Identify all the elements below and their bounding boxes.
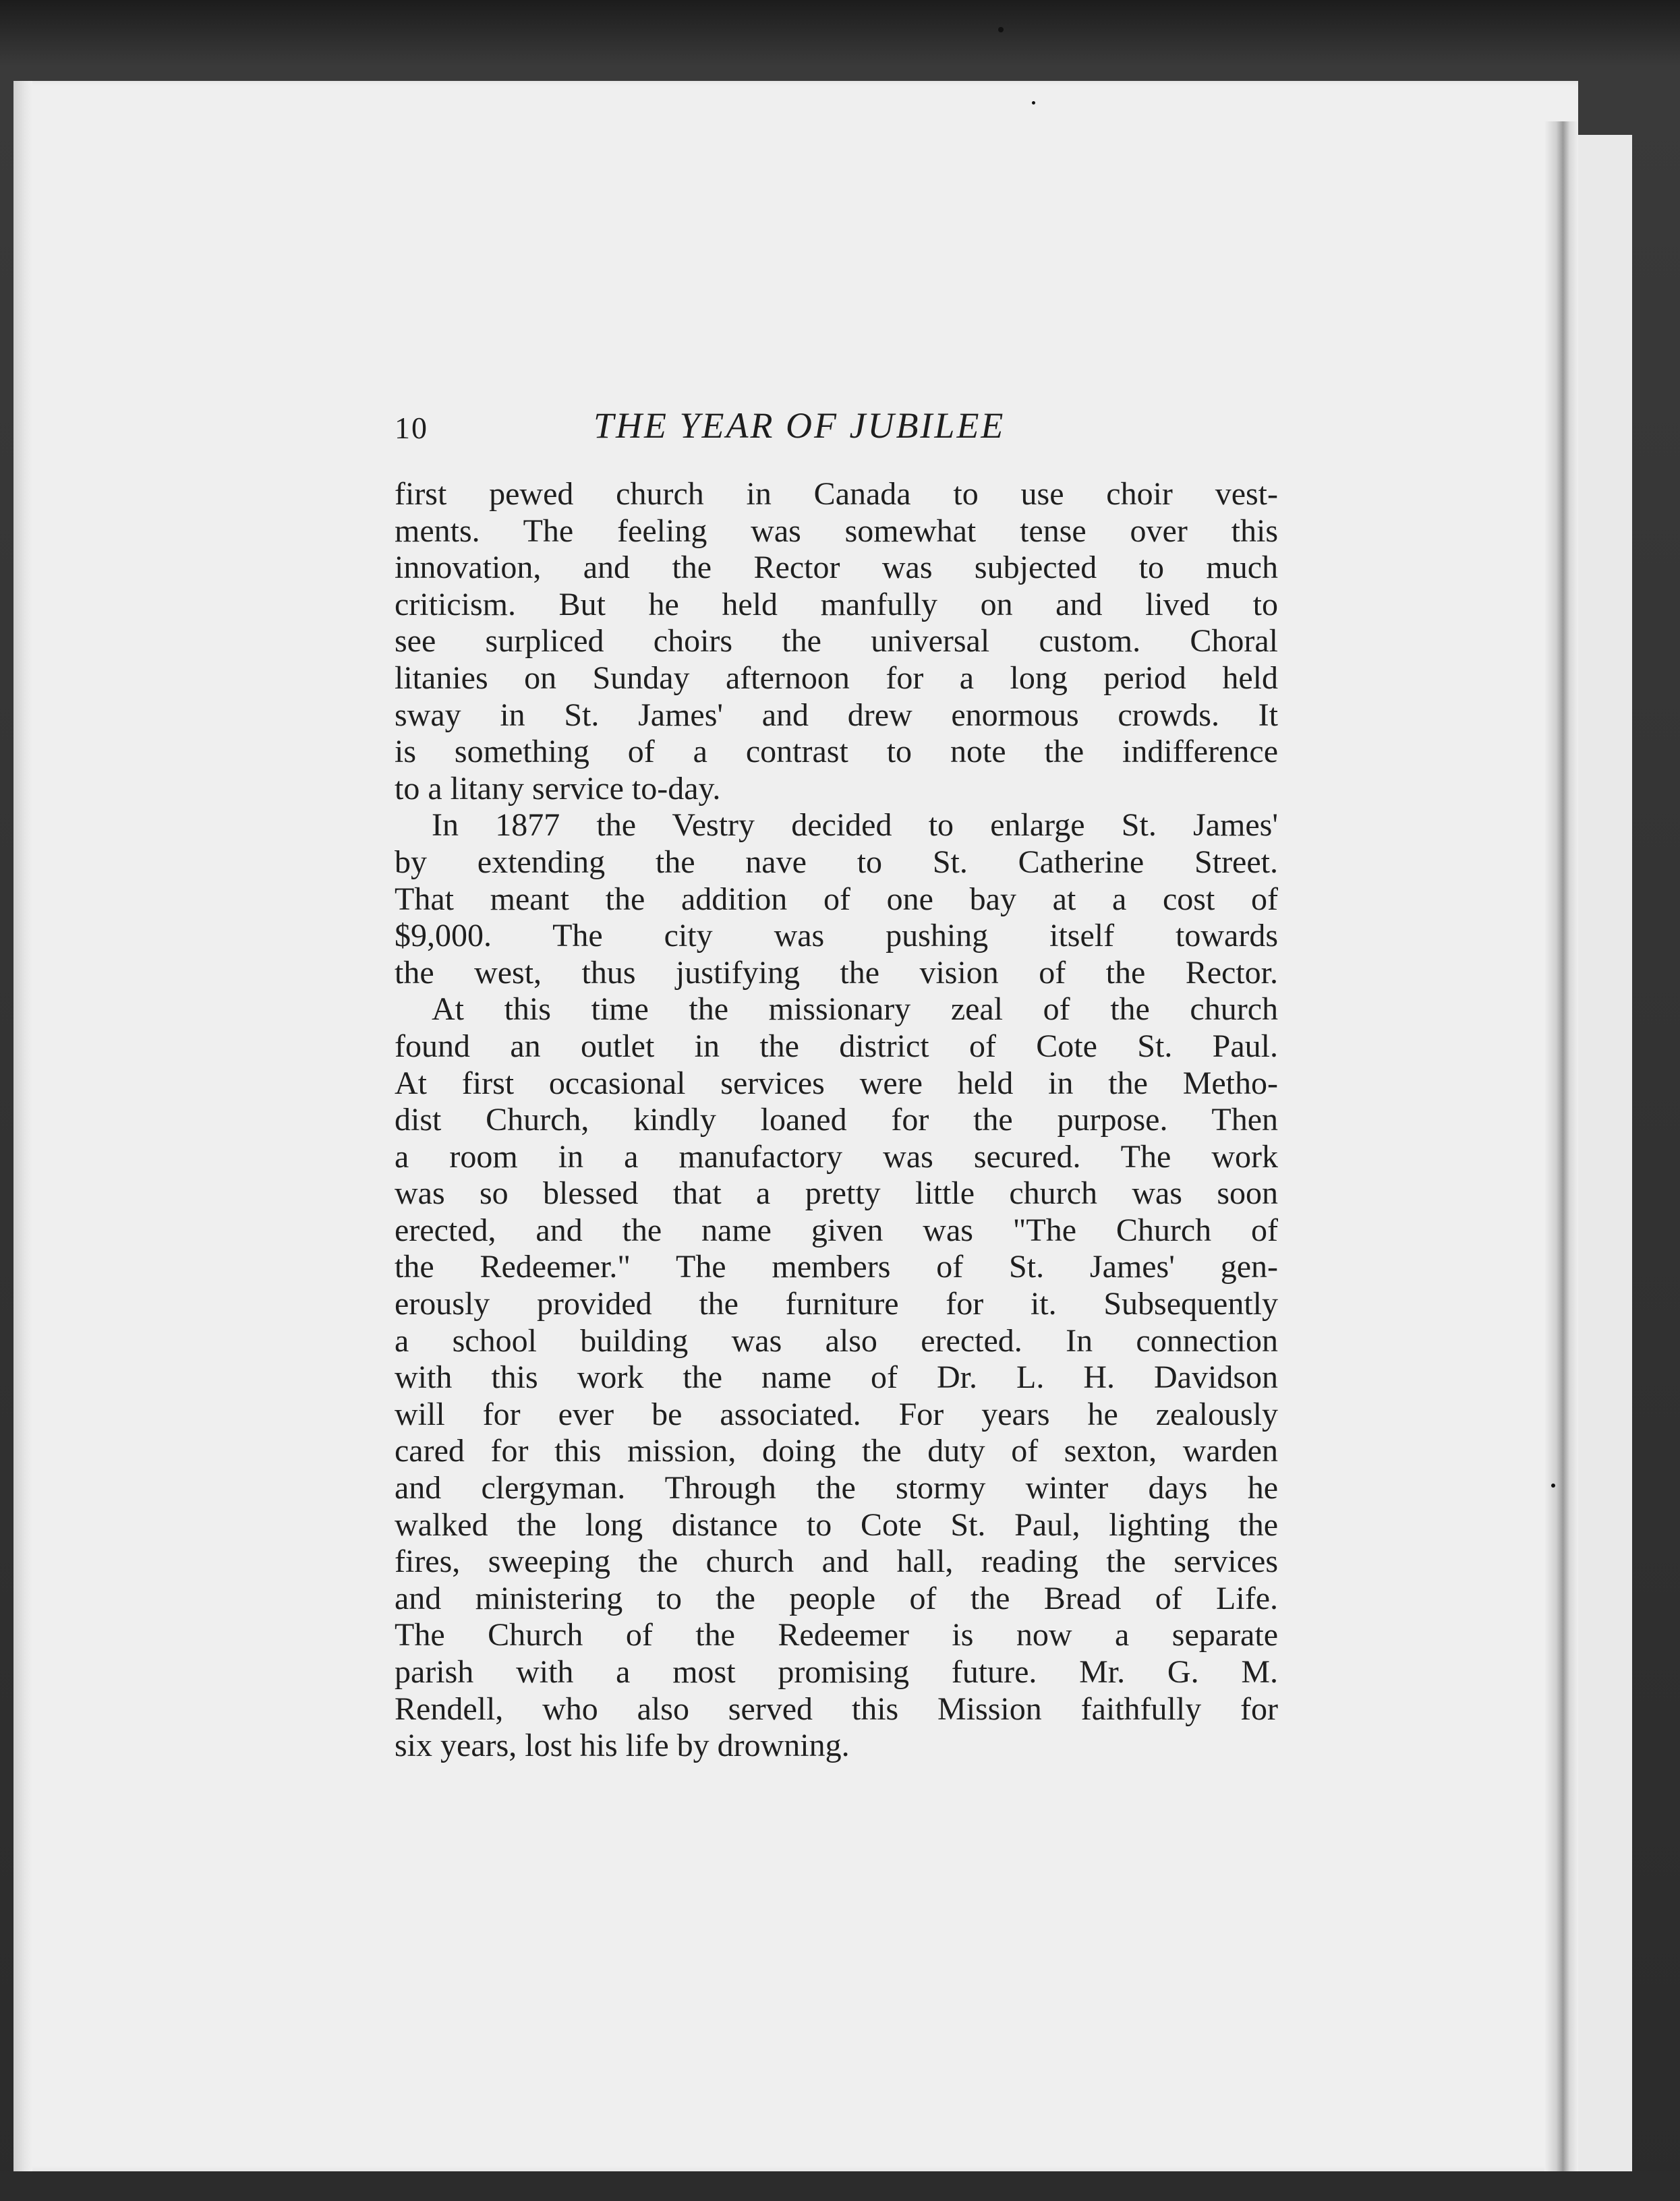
text-line: six years, lost his life by drowning. — [395, 1728, 850, 1764]
page-header — [395, 398, 1093, 452]
paragraph — [395, 476, 1278, 807]
body-text — [395, 476, 1278, 1765]
text-line: and clergyman. Through the stormy winter days he — [395, 1470, 1278, 1506]
dust-speck — [1551, 1484, 1555, 1488]
paragraph — [395, 807, 1278, 991]
text-line: $9,000. The city was pushing itself towards — [395, 918, 1278, 954]
scan-border-bottom — [0, 2171, 1680, 2201]
text-line: first pewed church in Canada to use choir vest- — [395, 476, 1278, 512]
text-line: At first occasional services were held in the Metho- — [395, 1065, 1278, 1101]
text-line: with this work the name of Dr. L. H. Davidson — [395, 1359, 1278, 1396]
text-line: The Church of the Redeemer is now a separate — [395, 1617, 1278, 1653]
text-line: At this time the missionary zeal of the church — [432, 991, 1278, 1028]
text-line: ments. The feeling was somewhat tense over this — [395, 512, 1278, 549]
text-line: is something of a contrast to note the indifference — [395, 734, 1278, 770]
text-line: will for ever be associated. For years he zealously — [395, 1396, 1278, 1432]
text-line: parish with a most promising future. Mr. G. M. — [395, 1654, 1278, 1690]
page-number: 10 — [395, 411, 428, 445]
paragraph — [395, 991, 1278, 1764]
text-line: was so blessed that a pretty little church was soon — [395, 1175, 1278, 1212]
text-line: the Redeemer." The members of St. James' gen- — [395, 1249, 1278, 1285]
text-line: That meant the addition of one bay at a cost of — [395, 881, 1278, 917]
text-line: to a litany service to-day. — [395, 770, 721, 806]
underlying-page-edge — [1578, 135, 1632, 2171]
text-line: a room in a manufactory was secured. The work — [395, 1138, 1278, 1175]
text-line: Rendell, who also served this Mission faithfully for — [395, 1691, 1278, 1727]
text-line: innovation, and the Rector was subjected to much — [395, 550, 1278, 586]
text-line: erected, and the name given was "The Church of — [395, 1212, 1278, 1248]
page-gutter-shadow — [1544, 121, 1578, 2171]
text-line: walked the long distance to Cote St. Paul, lighting the — [395, 1506, 1278, 1543]
text-line: erously provided the furniture for it. Subsequently — [395, 1286, 1278, 1322]
text-line: found an outlet in the district of Cote St. Paul. — [395, 1028, 1278, 1064]
text-line: litanies on Sunday afternoon for a long period held — [395, 659, 1278, 696]
running-title: THE YEAR OF JUBILEE — [593, 405, 1006, 446]
text-line: sway in St. James' and drew enormous crowds. It — [395, 697, 1278, 733]
page-left-edge — [13, 81, 32, 2171]
text-line: see surpliced choirs the universal custom. Choral — [395, 623, 1278, 659]
text-line: criticism. But he held manfully on and lived to — [395, 586, 1278, 622]
dust-speck — [998, 27, 1004, 32]
text-line: by extending the nave to St. Catherine Street. — [395, 844, 1278, 880]
text-line: the west, thus justifying the vision of the Rector. — [395, 954, 1278, 991]
text-line: cared for this mission, doing the duty of sexton, warden — [395, 1433, 1278, 1469]
text-line: In 1877 the Vestry decided to enlarge St. James' — [432, 807, 1278, 844]
text-line: fires, sweeping the church and hall, reading the services — [395, 1544, 1278, 1580]
text-line: a school building was also erected. In connection — [395, 1322, 1278, 1359]
dust-speck — [1032, 101, 1035, 105]
text-line: and ministering to the people of the Bread of Life. — [395, 1580, 1278, 1616]
text-line: dist Church, kindly loaned for the purpose. Then — [395, 1102, 1278, 1138]
